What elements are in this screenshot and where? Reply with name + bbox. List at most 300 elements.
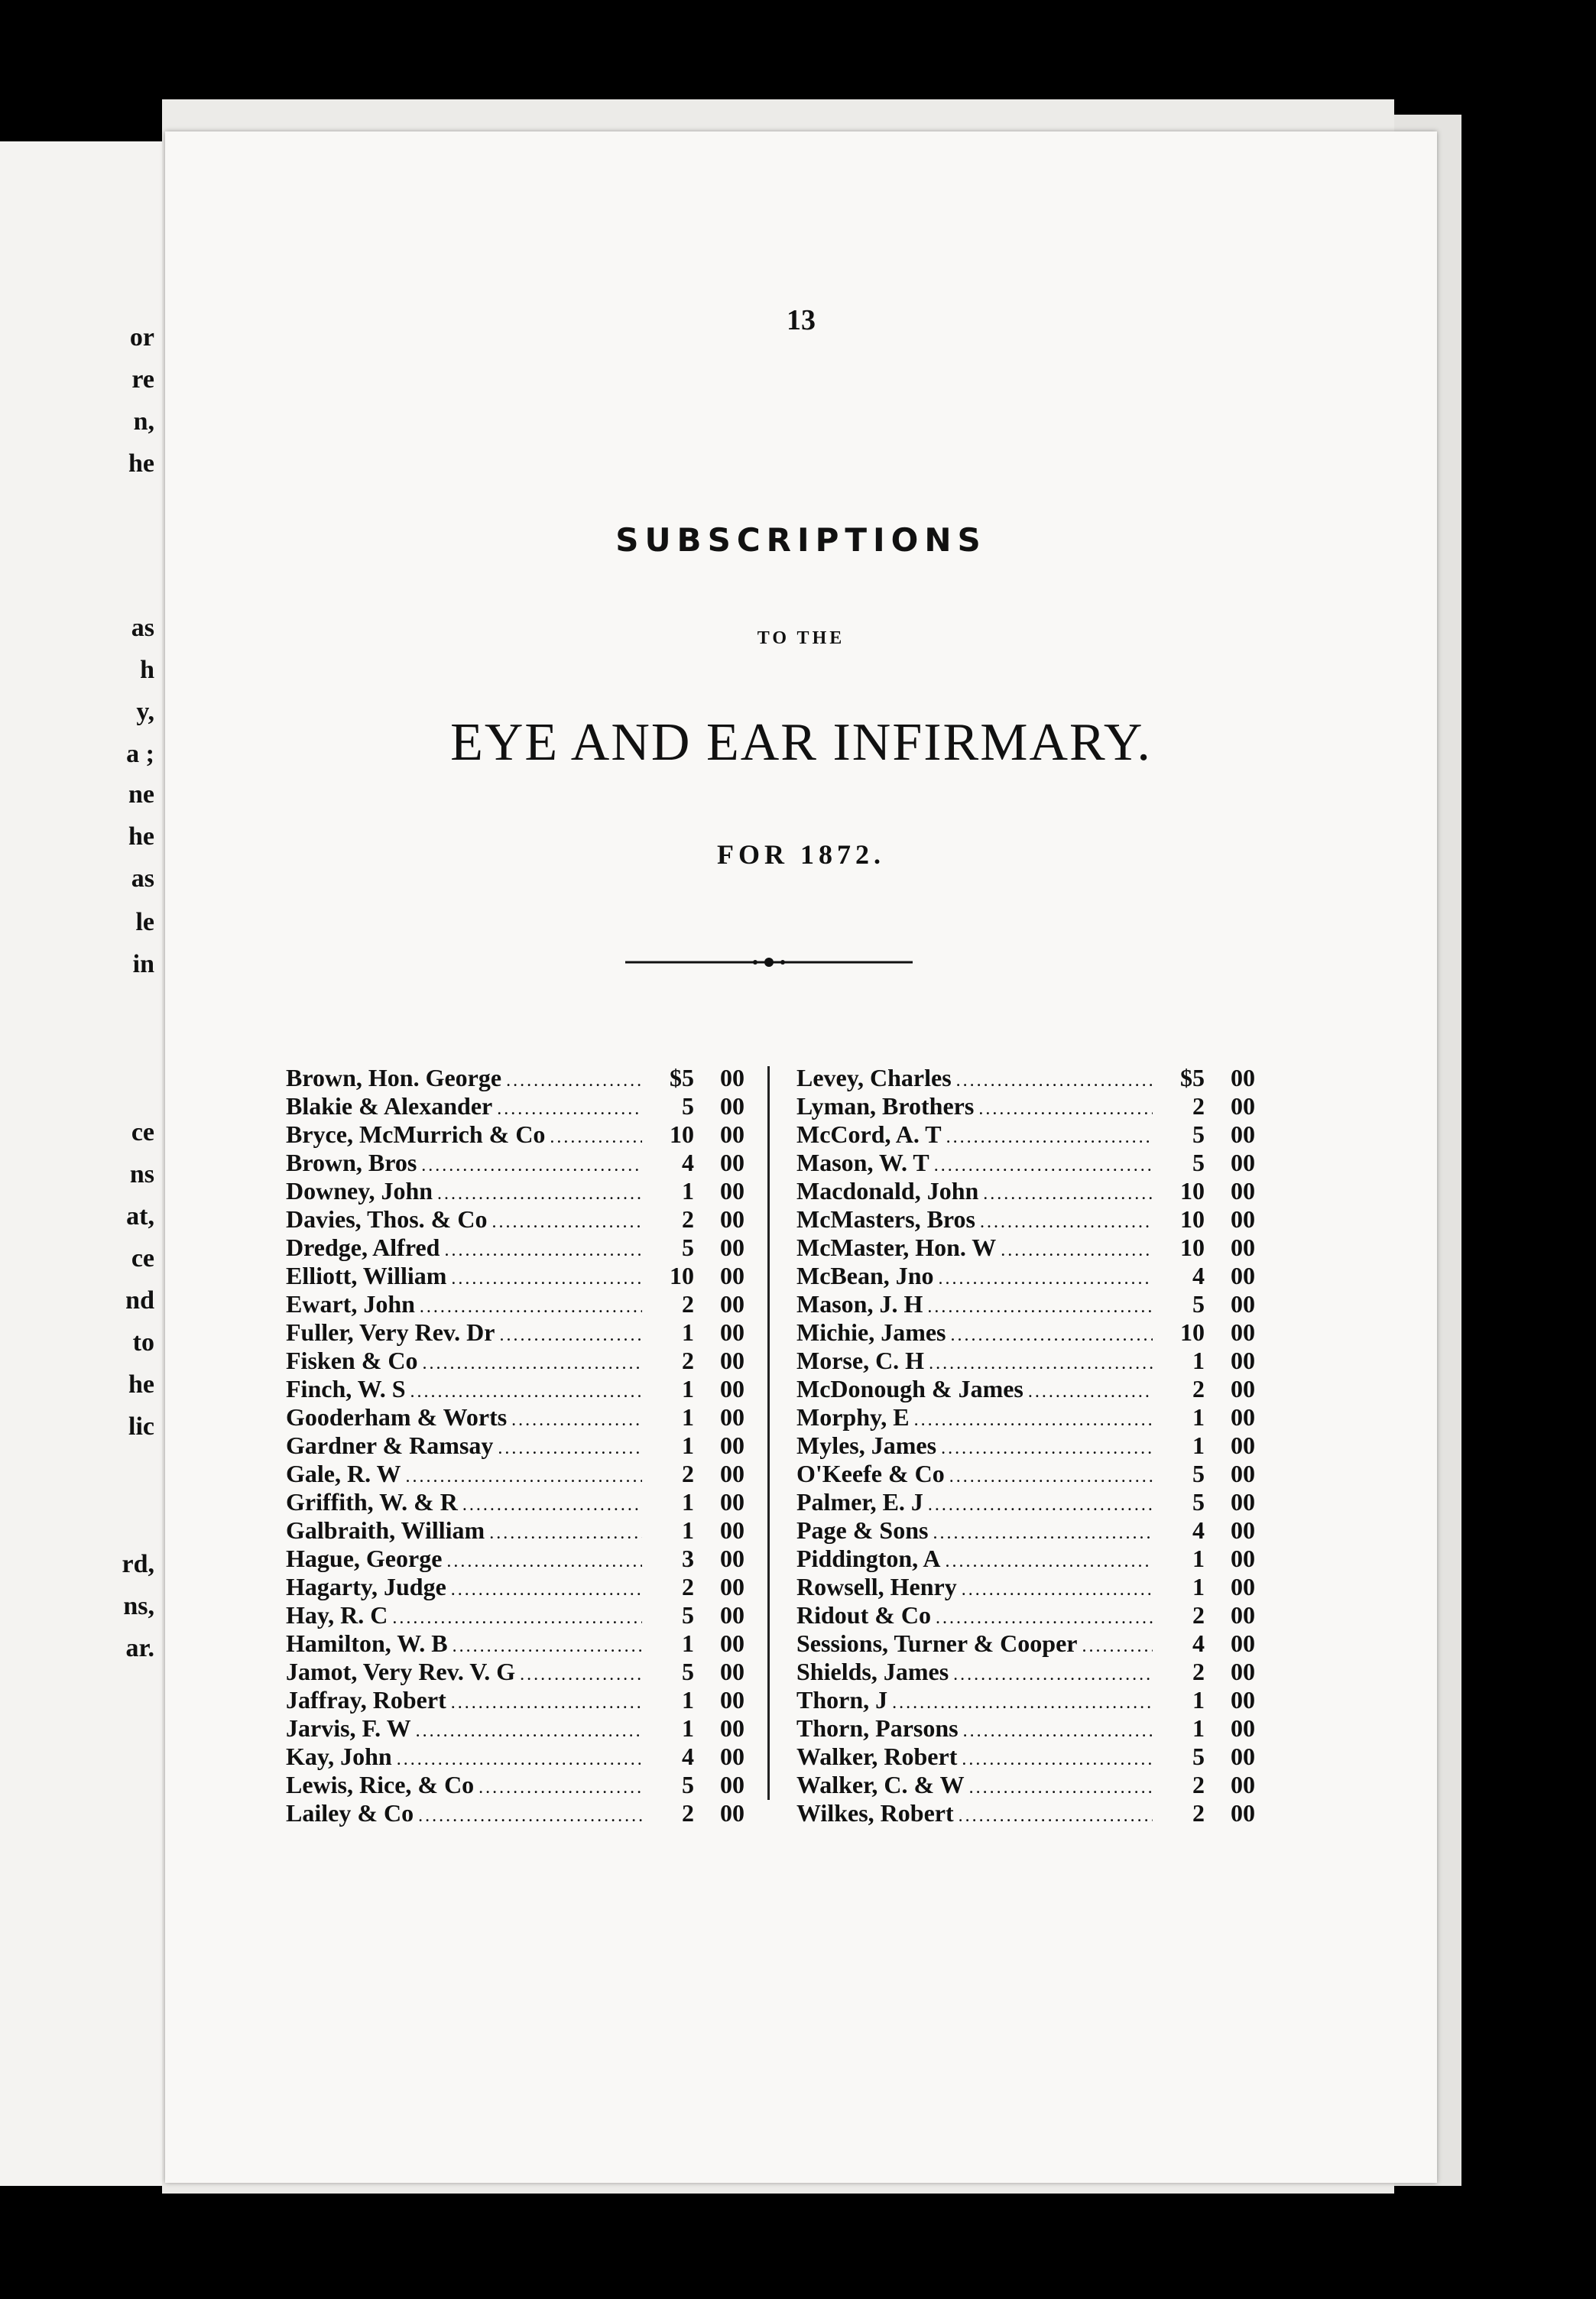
subscriber-name: Fuller, Very Rev. Dr (286, 1318, 495, 1346)
subscriber-row (286, 1573, 744, 1601)
subscriber-name: Lyman, Brothers (796, 1092, 975, 1120)
subscriber-name: Dredge, Alfred (286, 1234, 440, 1261)
previous-page-text-fragment: h (140, 656, 154, 684)
subscriber-row (286, 1347, 744, 1375)
leader-dots (929, 1354, 1153, 1374)
leader-dots (939, 1269, 1153, 1289)
leader-dots (550, 1127, 642, 1148)
leader-dots (892, 1693, 1153, 1714)
subscriber-row (796, 1714, 1255, 1743)
subscriber-row (286, 1234, 744, 1262)
leader-dots (983, 1184, 1153, 1205)
amount-cents: 00 (1231, 1771, 1255, 1798)
leader-dots (949, 1467, 1153, 1487)
amount-dollars: 5 (682, 1092, 694, 1120)
amount-dollars: 2 (682, 1799, 694, 1827)
amount-cents: 00 (720, 1318, 744, 1346)
subscriber-name: Shields, James (796, 1658, 949, 1685)
subscriber-name: Gooderham & Worts (286, 1403, 508, 1431)
previous-page-text-fragment: he (128, 1370, 154, 1399)
subscriber-row (796, 1290, 1255, 1318)
subscriber-row (796, 1629, 1255, 1658)
amount-cents: 00 (1231, 1403, 1255, 1431)
subscriber-row (286, 1629, 744, 1658)
amount-dollars: 2 (682, 1290, 694, 1318)
subscriber-name: Brown, Bros (286, 1149, 417, 1176)
subscriber-row (796, 1375, 1255, 1403)
amount-dollars: 5 (1192, 1149, 1205, 1176)
leader-dots (1082, 1636, 1153, 1657)
previous-page-text-fragment: to (132, 1328, 154, 1357)
leader-dots (936, 1608, 1153, 1629)
amount-cents: 00 (720, 1403, 744, 1431)
leader-dots (491, 1212, 642, 1233)
subscriber-row (286, 1290, 744, 1318)
subscriber-row (286, 1658, 744, 1686)
amount-dollars: 10 (1180, 1234, 1205, 1261)
subscriber-row (796, 1403, 1255, 1432)
amount-cents: 00 (720, 1262, 744, 1289)
previous-page-text-fragment: he (128, 449, 154, 478)
subscriber-name: Mason, J. H (796, 1290, 923, 1318)
subscriber-name: Blakie & Alexander (286, 1092, 493, 1120)
subscriber-name: Morphy, E (796, 1403, 910, 1431)
leader-dots (406, 1467, 642, 1487)
subscriber-name: Galbraith, William (286, 1516, 485, 1544)
amount-cents: 00 (1231, 1714, 1255, 1742)
subscriber-name: Gale, R. W (286, 1460, 401, 1487)
leader-dots (416, 1721, 642, 1742)
subscriber-row (286, 1743, 744, 1771)
leader-dots (420, 1297, 642, 1318)
amount-dollars: 2 (682, 1205, 694, 1233)
amount-dollars: 1 (682, 1177, 694, 1205)
subscriber-row (286, 1318, 744, 1347)
leader-dots (451, 1580, 642, 1600)
previous-page (0, 141, 164, 2186)
subscriber-row (796, 1460, 1255, 1488)
amount-cents: 00 (720, 1432, 744, 1459)
subscriber-name: McMaster, Hon. W (796, 1234, 997, 1261)
previous-page-text-fragment: lic (128, 1412, 154, 1441)
amount-dollars: 5 (682, 1771, 694, 1798)
subscriber-name: McDonough & James (796, 1375, 1023, 1402)
amount-cents: 00 (720, 1064, 744, 1091)
subscriber-name: Walker, C. & W (796, 1771, 965, 1798)
subscriber-row (796, 1601, 1255, 1629)
previous-page-text-fragment: ce (131, 1244, 154, 1273)
amount-cents: 00 (720, 1205, 744, 1233)
amount-dollars: 3 (682, 1545, 694, 1572)
previous-page-text-fragment: le (135, 908, 154, 936)
subscriber-name: Mason, W. T (796, 1149, 929, 1176)
previous-page-text-fragment: n, (133, 407, 154, 436)
amount-dollars: 4 (682, 1743, 694, 1770)
subscriber-name: Hagarty, Judge (286, 1573, 446, 1600)
subscriber-row (286, 1262, 744, 1290)
subscriber-row (286, 1403, 744, 1432)
subscriber-name: Macdonald, John (796, 1177, 979, 1205)
amount-dollars: 1 (682, 1516, 694, 1544)
leader-dots (963, 1721, 1153, 1742)
amount-dollars: 1 (1192, 1545, 1205, 1572)
subscriber-name: Michie, James (796, 1318, 946, 1346)
amount-cents: 00 (720, 1488, 744, 1516)
subscriber-name: O'Keefe & Co (796, 1460, 945, 1487)
subscriber-row (286, 1460, 744, 1488)
heading-year: FOR 1872. (717, 839, 885, 870)
subscriber-row (286, 1205, 744, 1234)
leader-dots (446, 1552, 642, 1572)
subscriber-row (796, 1658, 1255, 1686)
leader-dots (927, 1297, 1153, 1318)
subscriber-name: McCord, A. T (796, 1120, 942, 1148)
leader-dots (951, 1325, 1153, 1346)
leader-dots (418, 1806, 642, 1827)
subscriber-name: Ridout & Co (796, 1601, 932, 1629)
leader-dots (969, 1778, 1153, 1798)
previous-page-text-fragment: y, (136, 698, 154, 726)
amount-cents: 00 (1231, 1516, 1255, 1544)
amount-cents: 00 (720, 1092, 744, 1120)
leader-dots (451, 1269, 642, 1289)
leader-dots (453, 1636, 642, 1657)
previous-page-text-fragment: rd, (122, 1550, 154, 1578)
ornament-rule (625, 957, 913, 968)
amount-dollars: 1 (682, 1318, 694, 1346)
subscriber-row (796, 1545, 1255, 1573)
leader-dots (980, 1212, 1153, 1233)
amount-cents: 00 (720, 1290, 744, 1318)
previous-page-text-fragment: at, (126, 1202, 154, 1231)
subscriber-name: Thorn, J (796, 1686, 888, 1714)
subscriber-name: Sessions, Turner & Cooper (796, 1629, 1078, 1657)
amount-cents: 00 (1231, 1573, 1255, 1600)
amount-cents: 00 (1231, 1149, 1255, 1176)
amount-cents: 00 (720, 1460, 744, 1487)
subscriber-name: Fisken & Co (286, 1347, 418, 1374)
amount-cents: 00 (1231, 1460, 1255, 1487)
amount-cents: 00 (720, 1120, 744, 1148)
leader-dots (506, 1071, 642, 1091)
subscriber-row (796, 1149, 1255, 1177)
subscriber-name: Finch, W. S (286, 1375, 406, 1402)
amount-dollars: 1 (682, 1403, 694, 1431)
amount-dollars: 5 (1192, 1120, 1205, 1148)
subscriber-row (796, 1799, 1255, 1827)
subscriber-name: Levey, Charles (796, 1064, 952, 1091)
leader-dots (934, 1156, 1153, 1176)
amount-cents: 00 (1231, 1234, 1255, 1261)
amount-cents: 00 (1231, 1743, 1255, 1770)
subscriber-name: Rowsell, Henry (796, 1573, 957, 1600)
subscriber-name: Gardner & Ramsay (286, 1432, 494, 1459)
subscriber-row (286, 1432, 744, 1460)
amount-cents: 00 (1231, 1205, 1255, 1233)
subscriber-name: Thorn, Parsons (796, 1714, 959, 1742)
amount-cents: 00 (1231, 1290, 1255, 1318)
amount-cents: 00 (1231, 1629, 1255, 1657)
amount-cents: 00 (720, 1714, 744, 1742)
subscriber-row (796, 1771, 1255, 1799)
amount-cents: 00 (720, 1347, 744, 1374)
amount-dollars: 1 (682, 1488, 694, 1516)
subscriber-name: McMasters, Bros (796, 1205, 975, 1233)
leader-dots (1028, 1382, 1153, 1402)
amount-dollars: 2 (1192, 1771, 1205, 1798)
page-number: 13 (787, 304, 816, 336)
subscriber-row (796, 1177, 1255, 1205)
subscriber-row (286, 1771, 744, 1799)
leader-dots (946, 1127, 1153, 1148)
subscriber-name: Brown, Hon. George (286, 1064, 502, 1091)
previous-page-text-fragment: a ; (126, 740, 154, 768)
subscriber-row (796, 1573, 1255, 1601)
subscriber-row (796, 1318, 1255, 1347)
subscriber-row (796, 1347, 1255, 1375)
amount-dollars: 1 (1192, 1403, 1205, 1431)
previous-page-text-fragment: he (128, 822, 154, 851)
subscriber-name: Griffith, W. & R (286, 1488, 458, 1516)
amount-dollars: 10 (670, 1262, 694, 1289)
leader-dots (978, 1099, 1153, 1120)
amount-cents: 00 (1231, 1488, 1255, 1516)
subscriber-name: Lailey & Co (286, 1799, 414, 1827)
subscriber-row (796, 1205, 1255, 1234)
subscriber-row (286, 1064, 744, 1092)
amount-dollars: 4 (1192, 1516, 1205, 1544)
heading-subscriptions: SUBSCRIPTIONS (615, 521, 987, 559)
amount-dollars: 10 (1180, 1205, 1205, 1233)
subscriber-name: Kay, John (286, 1743, 392, 1770)
subscriber-row (286, 1375, 744, 1403)
leader-dots (462, 1495, 642, 1516)
amount-cents: 00 (1231, 1177, 1255, 1205)
subscriber-row (796, 1262, 1255, 1290)
previous-page-text-fragment: re (131, 365, 154, 394)
subscriber-row (286, 1601, 744, 1629)
amount-cents: 00 (1231, 1601, 1255, 1629)
amount-cents: 00 (1231, 1347, 1255, 1374)
amount-dollars: 10 (670, 1120, 694, 1148)
subscriber-row (796, 1516, 1255, 1545)
previous-page-text-fragment: in (132, 950, 154, 978)
amount-cents: 00 (720, 1799, 744, 1827)
leader-dots (499, 1325, 642, 1346)
amount-dollars: 5 (1192, 1460, 1205, 1487)
leader-dots (933, 1523, 1153, 1544)
amount-cents: 00 (1231, 1120, 1255, 1148)
amount-dollars: 2 (1192, 1601, 1205, 1629)
amount-cents: 00 (1231, 1799, 1255, 1827)
leader-dots (520, 1665, 642, 1685)
leader-dots (914, 1410, 1153, 1431)
amount-dollars: 4 (1192, 1262, 1205, 1289)
amount-cents: 00 (1231, 1375, 1255, 1402)
subscriber-row (286, 1092, 744, 1120)
amount-cents: 00 (1231, 1092, 1255, 1120)
previous-page-text-fragment: ce (131, 1118, 154, 1146)
subscriber-name: Davies, Thos. & Co (286, 1205, 488, 1233)
leader-dots (444, 1240, 642, 1261)
subscriber-name: Morse, C. H (796, 1347, 925, 1374)
subscriber-row (286, 1686, 744, 1714)
subscriber-row (286, 1799, 744, 1827)
subscriber-name: Downey, John (286, 1177, 433, 1205)
amount-cents: 00 (720, 1573, 744, 1600)
previous-page-text-fragment: ar. (125, 1634, 154, 1662)
amount-cents: 00 (1231, 1432, 1255, 1459)
amount-dollars: 1 (1192, 1573, 1205, 1600)
leader-dots (497, 1099, 642, 1120)
subscriber-name: McBean, Jno (796, 1262, 934, 1289)
amount-dollars: 1 (1192, 1714, 1205, 1742)
leader-dots (498, 1438, 642, 1459)
subscriber-name: Myles, James (796, 1432, 937, 1459)
subscriber-row (286, 1177, 744, 1205)
heading-to-the: TO THE (757, 628, 845, 648)
amount-cents: 00 (1231, 1262, 1255, 1289)
amount-cents: 00 (720, 1743, 744, 1770)
previous-page-text-fragment: as (131, 614, 154, 642)
subscriber-row (286, 1488, 744, 1516)
amount-cents: 00 (720, 1149, 744, 1176)
subscriber-row (286, 1545, 744, 1573)
amount-dollars: 10 (1180, 1318, 1205, 1346)
heading-institution: EYE AND EAR INFIRMARY. (450, 713, 1152, 772)
leader-dots (928, 1495, 1153, 1516)
amount-cents: 00 (1231, 1064, 1255, 1091)
previous-page-text-fragment: ns (129, 1160, 154, 1188)
leader-dots (397, 1749, 642, 1770)
subscriber-name: Wilkes, Robert (796, 1799, 954, 1827)
amount-dollars: 2 (1192, 1092, 1205, 1120)
subscriber-name: Piddington, A (796, 1545, 941, 1572)
leader-dots (410, 1382, 642, 1402)
subscriber-name: Hay, R. C (286, 1601, 388, 1629)
amount-cents: 00 (720, 1629, 744, 1657)
subscriber-row (796, 1432, 1255, 1460)
amount-dollars: 5 (682, 1601, 694, 1629)
amount-cents: 00 (720, 1177, 744, 1205)
amount-dollars: 2 (682, 1573, 694, 1600)
subscriber-name: Elliott, William (286, 1262, 447, 1289)
subscriber-name: Walker, Robert (796, 1743, 958, 1770)
subscriber-name: Page & Sons (796, 1516, 929, 1544)
amount-cents: 00 (720, 1545, 744, 1572)
subscriber-name: Jaffray, Robert (286, 1686, 446, 1714)
subscriber-row (796, 1092, 1255, 1120)
amount-cents: 00 (720, 1234, 744, 1261)
amount-cents: 00 (720, 1601, 744, 1629)
amount-dollars: 1 (1192, 1432, 1205, 1459)
subscriber-row (796, 1120, 1255, 1149)
amount-cents: 00 (720, 1375, 744, 1402)
amount-dollars: 1 (682, 1629, 694, 1657)
subscriber-name: Hague, George (286, 1545, 443, 1572)
leader-dots (941, 1438, 1153, 1459)
amount-dollars: 1 (682, 1714, 694, 1742)
amount-dollars: 4 (682, 1149, 694, 1176)
subscriber-row (796, 1234, 1255, 1262)
amount-dollars: 4 (1192, 1629, 1205, 1657)
subscriber-name: Ewart, John (286, 1290, 415, 1318)
leader-dots (489, 1523, 642, 1544)
leader-dots (962, 1580, 1153, 1600)
previous-page-text-fragment: ne (128, 780, 154, 809)
amount-cents: 00 (1231, 1686, 1255, 1714)
subscriber-row (286, 1516, 744, 1545)
subscriber-row (796, 1064, 1255, 1092)
subscribers-right-column (796, 1064, 1431, 1827)
amount-dollars: 5 (1192, 1743, 1205, 1770)
amount-cents: 00 (1231, 1545, 1255, 1572)
subscriber-row (286, 1714, 744, 1743)
subscriber-row (796, 1488, 1255, 1516)
leader-dots (1001, 1240, 1153, 1261)
subscriber-row (286, 1149, 744, 1177)
amount-dollars: 5 (682, 1234, 694, 1261)
subscriber-name: Bryce, McMurrich & Co (286, 1120, 546, 1148)
previous-page-text-fragment: nd (125, 1286, 154, 1315)
amount-dollars: 5 (1192, 1290, 1205, 1318)
amount-cents: 00 (720, 1686, 744, 1714)
amount-dollars: 1 (1192, 1347, 1205, 1374)
subscriber-name: Hamilton, W. B (286, 1629, 448, 1657)
amount-dollars: 5 (682, 1658, 694, 1685)
amount-dollars: 5 (1192, 1488, 1205, 1516)
amount-dollars: 1 (682, 1686, 694, 1714)
amount-cents: 00 (1231, 1318, 1255, 1346)
subscriber-row (796, 1686, 1255, 1714)
leader-dots (392, 1608, 642, 1629)
amount-cents: 00 (720, 1516, 744, 1544)
amount-dollars: 2 (682, 1460, 694, 1487)
leader-dots (946, 1552, 1153, 1572)
leader-dots (956, 1071, 1153, 1091)
leader-dots (437, 1184, 642, 1205)
amount-dollars: 1 (682, 1375, 694, 1402)
amount-dollars: 10 (1180, 1177, 1205, 1205)
leader-dots (451, 1693, 642, 1714)
subscriber-name: Jarvis, F. W (286, 1714, 411, 1742)
previous-page-text-fragment: as (131, 864, 154, 893)
subscriber-row (286, 1120, 744, 1149)
leader-dots (478, 1778, 642, 1798)
previous-page-text-fragment: ns, (123, 1592, 154, 1620)
amount-cents: 00 (720, 1658, 744, 1685)
amount-cents: 00 (1231, 1658, 1255, 1685)
subscriber-row (796, 1743, 1255, 1771)
column-divider (767, 1066, 770, 1800)
leader-dots (421, 1156, 642, 1176)
amount-dollars: 2 (1192, 1375, 1205, 1402)
document-page (165, 131, 1437, 2183)
subscriber-name: Palmer, E. J (796, 1488, 923, 1516)
amount-dollars: 2 (1192, 1658, 1205, 1685)
previous-page-text-fragment: or (129, 323, 154, 352)
leader-dots (422, 1354, 642, 1374)
amount-dollars: 1 (682, 1432, 694, 1459)
amount-dollars: 2 (682, 1347, 694, 1374)
leader-dots (959, 1806, 1153, 1827)
amount-dollars: $5 (1180, 1064, 1205, 1091)
amount-dollars: $5 (670, 1064, 694, 1091)
amount-dollars: 1 (1192, 1686, 1205, 1714)
leader-dots (511, 1410, 642, 1431)
amount-dollars: 2 (1192, 1799, 1205, 1827)
subscriber-name: Lewis, Rice, & Co (286, 1771, 475, 1798)
